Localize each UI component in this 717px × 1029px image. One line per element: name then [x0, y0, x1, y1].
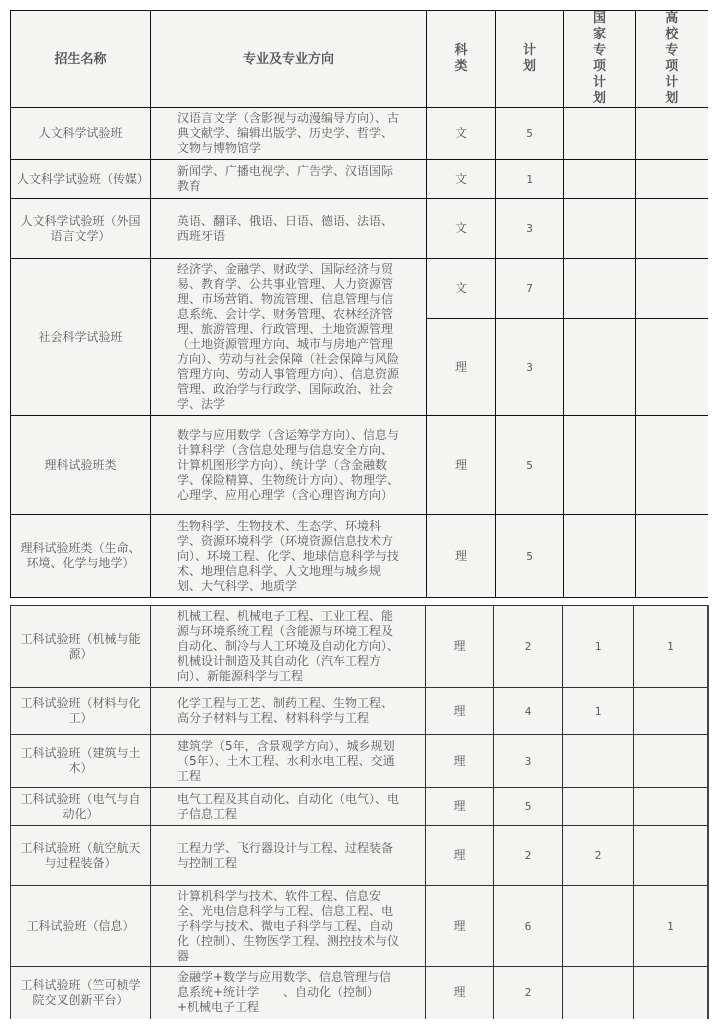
majors: 金融学+数学与应用数学、信息管理与信息系统+统计学 、自动化（控制）+机械电子工程: [151, 967, 426, 1019]
plan: 3: [496, 199, 564, 259]
national-special: [563, 886, 634, 967]
university-special: [634, 826, 708, 886]
table-row: [11, 416, 708, 515]
national-special: [564, 108, 636, 160]
plan: 7: [496, 259, 564, 319]
program-name: 工科试验班（电气与自动化）: [11, 788, 151, 826]
national-special: [564, 199, 636, 259]
majors: 化学工程与工艺、制药工程、生物工程、高分子材料与工程、材料科学与工程: [151, 688, 426, 735]
national-special: [564, 319, 636, 416]
program-name: 理科试验班类（生命、环境、化学与地学）: [11, 515, 151, 598]
national-special: [563, 967, 634, 1019]
majors: 汉语言文学（含影视与动漫编导方向）、古典文献学、编辑出版学、历史学、哲学、文物与博物馆学: [151, 108, 427, 160]
program-name: 工科试验班（建筑与土木）: [11, 735, 151, 788]
majors: 工程力学、飞行器设计与工程、过程装备与控制工程: [151, 826, 426, 886]
category: 理: [426, 688, 494, 735]
plan: 5: [494, 788, 563, 826]
university-special: 1: [634, 606, 708, 688]
category: 理: [426, 735, 494, 788]
university-special: [636, 160, 708, 199]
category: 文: [427, 199, 496, 259]
university-special: [636, 319, 708, 416]
category: 理: [427, 515, 496, 598]
university-special: [636, 199, 708, 259]
national-special: [564, 416, 636, 515]
table-row: [11, 515, 708, 598]
plan: 1: [496, 160, 564, 199]
header-row: [11, 11, 708, 108]
plan: 5: [496, 515, 564, 598]
national-special: 2: [563, 826, 634, 886]
national-special: [564, 515, 636, 598]
university-special: [634, 735, 708, 788]
program-name: 工科试验班（竺可桢学院交叉创新平台）: [11, 967, 151, 1019]
admissions-table-lower: [10, 605, 709, 1019]
header-majors: 专业及专业方向: [151, 11, 427, 108]
plan: 5: [496, 108, 564, 160]
table-row: [11, 606, 708, 688]
university-special: [636, 416, 708, 515]
program-name: 工科试验班（航空航天与过程装备）: [11, 826, 151, 886]
program-name: 工科试验班（信息）: [11, 886, 151, 967]
table-row: [11, 160, 708, 199]
program-name: 人文科学试验班（外国语言文学）: [11, 199, 151, 259]
national-special: 1: [563, 688, 634, 735]
national-special: 1: [563, 606, 634, 688]
category: 理: [426, 967, 494, 1019]
university-special: [634, 688, 708, 735]
plan: 2: [494, 967, 563, 1019]
program-name: 社会科学试验班: [11, 259, 151, 416]
category: 理: [427, 416, 496, 515]
category: 理: [427, 319, 496, 416]
header-category: 科类: [427, 11, 496, 108]
majors: 数学与应用数学（含运筹学方向）、信息与计算科学（含信息处理与信息安全方向、计算机图形学方向）、统计学（含金融数学、保险精算、生物统计方向）、物理学、心理学、应用心理学（含心理咨询方向）: [151, 416, 427, 515]
university-special: [636, 259, 708, 319]
national-special: [563, 788, 634, 826]
majors: 新闻学、广播电视学、广告学、汉语国际教育: [151, 160, 427, 199]
university-special: 1: [634, 886, 708, 967]
plan: 3: [494, 735, 563, 788]
table-row: [11, 788, 708, 826]
header-university-special: 高校专项计划: [636, 11, 708, 108]
category: 理: [426, 826, 494, 886]
university-special: [634, 967, 708, 1019]
category: 文: [427, 108, 496, 160]
program-name: 人文科学试验班（传媒）: [11, 160, 151, 199]
plan: 6: [494, 886, 563, 967]
majors: 建筑学（5年，含景观学方向）、城乡规划（5年）、土木工程、水利水电工程、交通工程: [151, 735, 426, 788]
majors: 机械工程、机械电子工程、工业工程、能源与环境系统工程（含能源与环境工程及自动化、制冷与人工环境及自动化方向）、机械设计制造及其自动化（汽车工程方向）、新能源科学与工程: [151, 606, 426, 688]
majors: 生物科学、生物技术、生态学、环境科学、资源环境科学（环境资源信息技术方向）、环境工程、化学、地球信息科学与技术、地理信息科学、人文地理与城乡规划、大气科学、地质学: [151, 515, 427, 598]
table-row: [11, 967, 708, 1019]
table-row: [11, 108, 708, 160]
category: 文: [427, 259, 496, 319]
majors: 电气工程及其自动化、自动化（电气）、电子信息工程: [151, 788, 426, 826]
university-special: [636, 108, 708, 160]
plan: 3: [496, 319, 564, 416]
table-row: [11, 199, 708, 259]
header-name: 招生名称: [11, 11, 151, 108]
program-name: 理科试验班类: [11, 416, 151, 515]
plan: 5: [496, 416, 564, 515]
table-row: [11, 886, 708, 967]
header-plan: 计划: [496, 11, 564, 108]
majors: 经济学、金融学、财政学、国际经济与贸易、教育学、公共事业管理、人力资源管理、市场营销、物流管理、信息管理与信息系统、会计学、财务管理、农林经济管理、旅游管理、行政管理、土地资源管理（土地资源管理方向、城市与房地产管理方向）、劳动与社会保障（社会保障与风险管理方向、劳动人事管理方向）、信息资源管理、政治学与行政学、国际政治、社会学、法学: [151, 259, 427, 416]
header-national-special: 国家专项计划: [564, 11, 636, 108]
plan: 2: [494, 826, 563, 886]
plan: 4: [494, 688, 563, 735]
program-name: 工科试验班（材料与化工）: [11, 688, 151, 735]
majors: 计算机科学与技术、软件工程、信息安全、光电信息科学与工程、信息工程、电子科学与技术、微电子科学与工程、自动化（控制）、生物医学工程、测控技术与仪器: [151, 886, 426, 967]
table-row: [11, 735, 708, 788]
category: 文: [427, 160, 496, 199]
admissions-table-upper: [10, 10, 708, 598]
category: 理: [426, 788, 494, 826]
category: 理: [426, 886, 494, 967]
national-special: [563, 735, 634, 788]
table-row: [11, 688, 708, 735]
university-special: [634, 788, 708, 826]
university-special: [636, 515, 708, 598]
plan: 2: [494, 606, 563, 688]
program-name: 人文科学试验班: [11, 108, 151, 160]
national-special: [564, 160, 636, 199]
category: 理: [426, 606, 494, 688]
program-name: 工科试验班（机械与能源）: [11, 606, 151, 688]
table-row: [11, 259, 708, 319]
majors: 英语、翻译、俄语、日语、德语、法语、西班牙语: [151, 199, 427, 259]
national-special: [564, 259, 636, 319]
table-row: [11, 826, 708, 886]
